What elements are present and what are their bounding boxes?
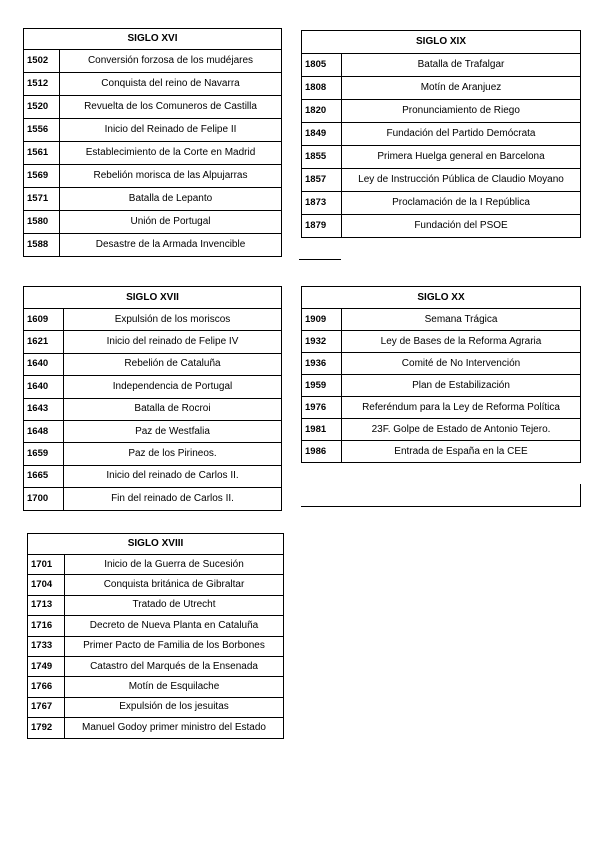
table-row [24, 96, 282, 119]
row-year: 1561 [24, 142, 60, 165]
table-row [24, 465, 282, 487]
table-row [24, 353, 282, 375]
row-event: Inicio de la Guerra de Sucesión [65, 555, 284, 575]
row-event: Conquista del reino de Navarra [60, 73, 282, 96]
row-year: 1857 [302, 169, 342, 192]
row-event: Semana Trágica [342, 309, 581, 331]
table-siglo-xx [301, 286, 581, 463]
table-row [24, 142, 282, 165]
row-year: 1502 [24, 50, 60, 73]
table-row [24, 376, 282, 398]
row-event: Plan de Estabilización [342, 375, 581, 397]
table-row [28, 616, 284, 636]
row-event: Conversión forzosa de los mudéjares [60, 50, 282, 73]
row-year: 1640 [24, 376, 64, 398]
table-row [302, 331, 581, 353]
row-year: 1701 [28, 555, 65, 575]
row-event: Motín de Aranjuez [342, 77, 581, 100]
table-row [24, 165, 282, 188]
table-row [302, 441, 581, 463]
row-event: Tratado de Utrecht [65, 595, 284, 615]
table-row [24, 211, 282, 234]
row-year: 1621 [24, 331, 64, 353]
row-event: Expulsión de los moriscos [64, 309, 282, 331]
table-row [24, 73, 282, 96]
table-header-row [24, 29, 282, 50]
row-event: Pronunciamiento de Riego [342, 100, 581, 123]
row-year: 1986 [302, 441, 342, 463]
table-row [28, 697, 284, 717]
row-year: 1609 [24, 309, 64, 331]
row-event: Desastre de la Armada Invencible [60, 234, 282, 257]
table-row [24, 488, 282, 510]
row-year: 1936 [302, 353, 342, 375]
row-event: Catastro del Marqués de la Ensenada [65, 656, 284, 676]
table-title: SIGLO XVIII [28, 534, 284, 555]
row-event: Batalla de Trafalgar [342, 54, 581, 77]
row-event: Manuel Godoy primer ministro del Estado [65, 718, 284, 738]
table-row [302, 54, 581, 77]
row-event: Unión de Portugal [60, 211, 282, 234]
row-year: 1820 [302, 100, 342, 123]
table-title: SIGLO XVII [24, 287, 282, 309]
row-year: 1805 [302, 54, 342, 77]
row-year: 1792 [28, 718, 65, 738]
row-event: Batalla de Rocroi [64, 398, 282, 420]
row-event: Fundación del PSOE [342, 215, 581, 238]
row-year: 1716 [28, 616, 65, 636]
table-siglo-xviii [27, 533, 284, 739]
table-row [302, 192, 581, 215]
table-row [302, 77, 581, 100]
table-siglo-xix [301, 30, 581, 238]
row-event: Referéndum para la Ley de Reforma Política [342, 397, 581, 419]
row-year: 1713 [28, 595, 65, 615]
row-year: 1909 [302, 309, 342, 331]
row-event: Inicio del reinado de Felipe IV [64, 331, 282, 353]
table-header-row [28, 534, 284, 555]
table-row [302, 169, 581, 192]
row-event: Ley de Bases de la Reforma Agraria [342, 331, 581, 353]
table-title: SIGLO XVI [24, 29, 282, 50]
table-row [24, 309, 282, 331]
row-event: Paz de Westfalia [64, 420, 282, 442]
row-year: 1588 [24, 234, 60, 257]
row-year: 1976 [302, 397, 342, 419]
row-event: Comité de No Intervención [342, 353, 581, 375]
row-year: 1700 [24, 488, 64, 510]
table-row [24, 188, 282, 211]
row-year: 1571 [24, 188, 60, 211]
table-row [302, 375, 581, 397]
row-event: Ley de Instrucción Pública de Claudio Moyano [342, 169, 581, 192]
row-event: Inicio del Reinado de Felipe II [60, 119, 282, 142]
row-year: 1767 [28, 697, 65, 717]
table-row [28, 677, 284, 697]
row-event: Batalla de Lepanto [60, 188, 282, 211]
row-year: 1981 [302, 419, 342, 441]
table-header-row [302, 31, 581, 54]
row-year: 1959 [302, 375, 342, 397]
row-year: 1849 [302, 123, 342, 146]
table-row [28, 595, 284, 615]
row-year: 1749 [28, 656, 65, 676]
table-row [302, 353, 581, 375]
row-year: 1879 [302, 215, 342, 238]
row-year: 1648 [24, 420, 64, 442]
row-event: Expulsión de los jesuitas [65, 697, 284, 717]
table-row [24, 50, 282, 73]
row-year: 1512 [24, 73, 60, 96]
row-year: 1766 [28, 677, 65, 697]
row-event: Conquista británica de Gibraltar [65, 575, 284, 595]
table-row [24, 331, 282, 353]
table-row [302, 146, 581, 169]
row-event: Rebelión de Cataluña [64, 353, 282, 375]
row-event: Primera Huelga general en Barcelona [342, 146, 581, 169]
table-title: SIGLO XIX [302, 31, 581, 54]
stray-line-xx-bottom [301, 506, 581, 507]
row-year: 1520 [24, 96, 60, 119]
row-event: Entrada de España en la CEE [342, 441, 581, 463]
row-event: Primer Pacto de Familia de los Borbones [65, 636, 284, 656]
row-event: Revuelta de los Comuneros de Castilla [60, 96, 282, 119]
row-year: 1932 [302, 331, 342, 353]
table-row [302, 397, 581, 419]
table-row [302, 309, 581, 331]
stray-line-xix [299, 259, 341, 260]
row-year: 1704 [28, 575, 65, 595]
table-siglo-xvii [23, 286, 282, 511]
table-row [24, 398, 282, 420]
stray-line-xx-right [580, 484, 581, 507]
row-event: 23F. Golpe de Estado de Antonio Tejero. [342, 419, 581, 441]
row-year: 1643 [24, 398, 64, 420]
row-year: 1569 [24, 165, 60, 188]
row-event: Fin del reinado de Carlos II. [64, 488, 282, 510]
table-header-row [302, 287, 581, 309]
table-row [24, 234, 282, 257]
table-header-row [24, 287, 282, 309]
table-row [24, 420, 282, 442]
row-year: 1556 [24, 119, 60, 142]
row-event: Establecimiento de la Corte en Madrid [60, 142, 282, 165]
row-year: 1873 [302, 192, 342, 215]
table-row [302, 215, 581, 238]
table-row [24, 443, 282, 465]
row-event: Inicio del reinado de Carlos II. [64, 465, 282, 487]
table-row [28, 718, 284, 738]
row-event: Independencia de Portugal [64, 376, 282, 398]
table-title: SIGLO XX [302, 287, 581, 309]
row-event: Decreto de Nueva Planta en Cataluña [65, 616, 284, 636]
row-event: Motín de Esquilache [65, 677, 284, 697]
row-year: 1659 [24, 443, 64, 465]
row-year: 1808 [302, 77, 342, 100]
row-year: 1580 [24, 211, 60, 234]
row-event: Paz de los Pirineos. [64, 443, 282, 465]
row-year: 1733 [28, 636, 65, 656]
row-year: 1665 [24, 465, 64, 487]
table-row [24, 119, 282, 142]
row-event: Fundación del Partido Demócrata [342, 123, 581, 146]
row-year: 1855 [302, 146, 342, 169]
table-row [302, 419, 581, 441]
table-siglo-xvi [23, 28, 282, 257]
row-year: 1640 [24, 353, 64, 375]
table-row [28, 555, 284, 575]
table-row [28, 575, 284, 595]
table-row [28, 636, 284, 656]
table-row [302, 100, 581, 123]
row-event: Proclamación de la I República [342, 192, 581, 215]
table-row [302, 123, 581, 146]
row-event: Rebelión morisca de las Alpujarras [60, 165, 282, 188]
table-row [28, 656, 284, 676]
